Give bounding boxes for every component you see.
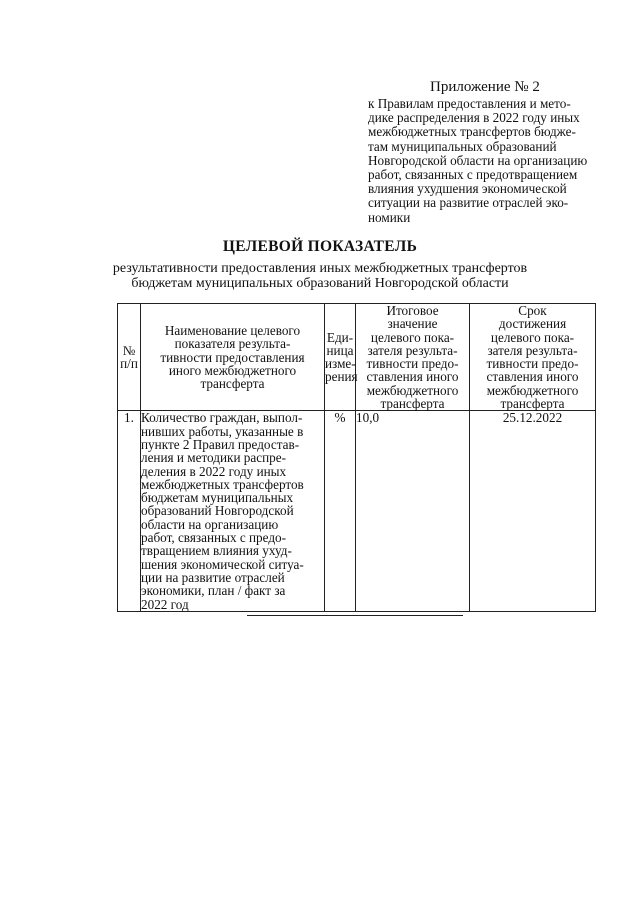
row-final-value: 10,0 [356, 411, 470, 611]
row-achievement-term: 25.12.2022 [470, 411, 596, 611]
appendix-line: межбюджетных трансфертов бюдже- [368, 124, 576, 140]
appendix-line: влияния ухудшения экономической [368, 181, 567, 197]
appendix-line: Новгородской области на организацию [368, 152, 588, 168]
row-indicator-name: Количество граждан, выпол- нивших работы, указанные в пункте 2 Правил предостав- ления и методики распре- деления в 2022 году иных межбюджетных трансфертов бюджетам муниципальных образований Новгородской области на организацию работ, связанных с предо- твращением влияния ухуд- шения экономической ситуа- ции на развитие отраслей экономики, план / факт за 2022 год [141, 411, 325, 611]
header-unit: Еди- ница изме- рения [325, 304, 356, 411]
document-title: ЦЕЛЕВОЙ ПОКАЗАТЕЛЬ [222, 238, 418, 255]
appendix-line: к Правилам предоставления и мето- [368, 96, 571, 111]
appendix-line: дике распределения в 2022 году иных [368, 110, 580, 126]
header-achievement-term: Срок достижения целевого пока- зателя результа- тивности предо- ставления иного межбюджетного трансферта [470, 304, 596, 411]
appendix-line: работ, связанных с предотвращением [368, 167, 578, 183]
subtitle-line: бюджетам муниципальных образований Новгородской области [131, 275, 509, 291]
row-number: 1. [118, 411, 141, 611]
indicator-table [117, 303, 596, 612]
row-unit: % [325, 411, 356, 611]
table-row [118, 411, 596, 611]
header-indicator-name: Наименование целевого показателя результа- тивности предоставления иного межбюджетного трансферта [141, 304, 325, 411]
document-subtitle [0, 262, 640, 291]
appendix-title: Приложение № 2 [430, 79, 540, 95]
appendix-reference [368, 97, 604, 225]
appendix-line: там муниципальных образований [368, 138, 557, 154]
closing-rule-line [247, 615, 463, 616]
appendix-line: номики [368, 209, 411, 225]
header-final-value: Итоговое значение целевого пока- зателя результа- тивности предо- ставления иного межбюджетного трансферта [356, 304, 470, 411]
subtitle-line: результативности предоставления иных межбюджетных трансфертов [112, 261, 528, 276]
appendix-line: ситуации на развитие отраслей эко- [368, 195, 569, 211]
header-number: № п/п [118, 304, 141, 411]
table-header-row [118, 304, 596, 411]
